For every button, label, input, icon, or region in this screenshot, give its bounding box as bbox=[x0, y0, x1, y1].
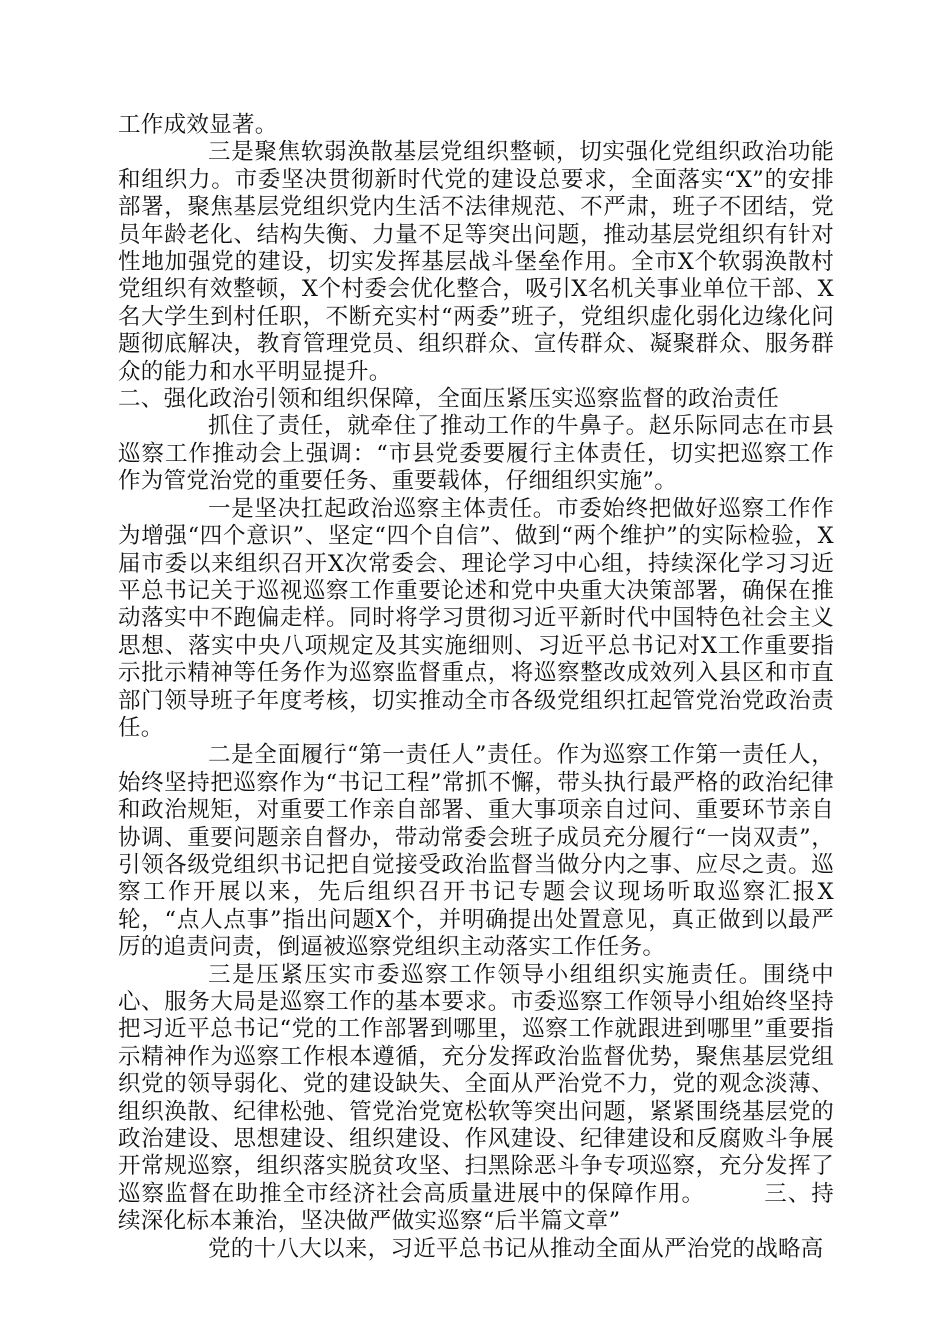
section-heading-two: 二、强化政治引领和组织保障，全面压紧压实巡察监督的政治责任 bbox=[118, 386, 780, 413]
paragraph-point-two: 二是全面履行“第一责任人”责任。作为巡察工作第一责任人，始终坚持把巡察作为“书记工程”常抓不懈，带头执行最严格的政治纪律和政治规矩，对重要工作亲自部署、重大事项亲自过问、重要环节亲自协调、重要问题亲自督办，带动常委会班子成员充分履行“一岗双责”，引领各级党组织书记把自觉接受政治监督当做分内之事、应尽之责。巡察工作开展以来，先后组织召开书记专题会议现场听取巡察汇报X轮，“点人点事”指出问题X个，并明确提出处置意见，真正做到以最严厉的追责问责，倒逼被巡察党组织主动落实工作任务。 bbox=[118, 742, 834, 961]
paragraph-point-one: 一是坚决扛起政治巡察主体责任。市委始终把做好巡察工作作为增强“四个意识”、坚定“四个自信”、做到“两个维护”的实际检验，X届市委以来组织召开X次常委会、理论学习中心组，持续深化学习习近平总书记关于巡视巡察工作重要论述和党中央重大决策部署，确保在推动落实中不跑偏走样。同时将学习贯彻习近平新时代中国特色社会主义思想、落实中央八项规定及其实施细则、习近平总书记对X工作重要指示批示精神等任务作为巡察监督重点，将巡察整改成效列入县区和市直部门领导班子年度考核，切实推动全市各级党组织扛起管党治党政治责任。 bbox=[118, 495, 834, 741]
paragraph-grassroots-rectification: 三是聚焦软弱涣散基层党组织整顿，切实强化党组织政治功能和组织力。市委坚决贯彻新时代党的建设总要求，全面落实“X”的安排部署，聚焦基层党组织党内生活不法律规范、不严肃，班子不团结，党员年龄老化、结构失衡、力量不足等突出问题，推动基层党组织有针对性地加强党的建设，切实发挥基层战斗堡垒作用。全市X个软弱涣散村党组织有效整顿，X个村委会优化整合，吸引X名机关事业单位干部、X名大学生到村任职，不断充实村“两委”班子，党组织虚化弱化边缘化问题彻底解决，教育管理党员、组织群众、宣传群众、凝聚群众、服务群众的能力和水平明显提升。 bbox=[118, 139, 834, 385]
paragraph-section-three-start: 党的十八大以来，习近平总书记从推动全面从严治党的战略高 bbox=[208, 1235, 824, 1262]
paragraph-point-three: 三是压紧压实市委巡察工作领导小组组织实施责任。围绕中心、服务大局是巡察工作的基本要求。市委巡察工作领导小组始终坚持把习近平总书记“党的工作部署到哪里，巡察工作就跟进到哪里”重要指示精神作为巡察工作根本遵循，充分发挥政治监督优势，聚焦基层党组织党的领导弱化、党的建设缺失、全面从严治党不力，党的观念淡薄、组织涣散、纪律松弛、管党治党宽松软等突出问题，紧紧围绕基层党的政治建设、思想建设、组织建设、作风建设、纪律建设和反腐败斗争展开常规巡察，组织落实脱贫攻坚、扫黑除恶斗争专项巡察，充分发挥了巡察监督在助推全市经济社会高质量进展中的保障作用。 三、持续深化标本兼治，坚决做严做实巡察“后半篇文章” bbox=[118, 961, 834, 1235]
paragraph-responsibility-intro: 抓住了责任，就牵住了推动工作的牛鼻子。赵乐际同志在市县巡察工作推动会上强调：“市县党委要履行主体责任，切实把巡察工作作为管党治党的重要任务、重要载体，仔细组织实施”。 bbox=[118, 413, 834, 495]
paragraph-intro-tail: 工作成效显著。 bbox=[118, 112, 278, 138]
document-page bbox=[118, 112, 834, 1263]
